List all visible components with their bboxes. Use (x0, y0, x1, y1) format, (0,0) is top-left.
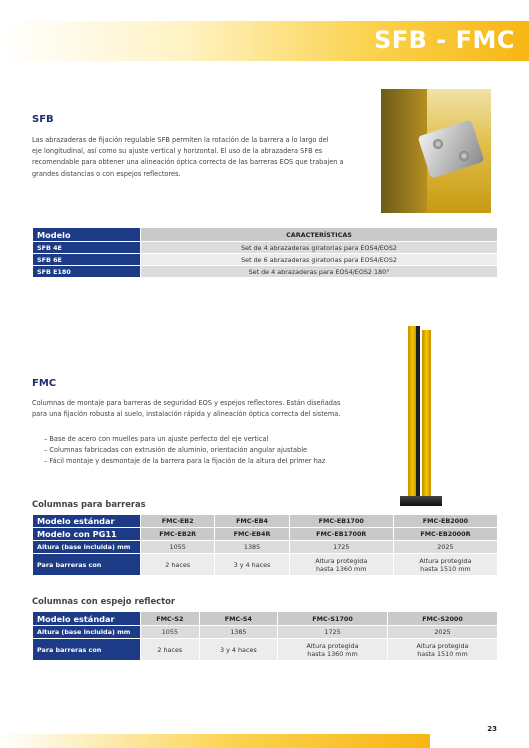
table-row (33, 541, 498, 554)
sfb-model-cell: SFB 4E (33, 242, 141, 254)
page-title: SFB - FMC (373, 26, 515, 54)
photo-bolt (459, 151, 469, 161)
para-cell (388, 639, 498, 661)
para-cell (289, 554, 393, 576)
altura-cell: 1725 (278, 626, 388, 639)
para-cell (199, 639, 277, 661)
page-number: 23 (487, 725, 497, 733)
photo-column-edge (416, 326, 420, 498)
fmc-feature-list (44, 434, 325, 468)
espejo-model: FMC-S2000 (388, 612, 498, 626)
para-line: Altura protegida (315, 556, 368, 565)
altura-cell: 1055 (141, 626, 200, 639)
sfb-table-col-model: Modelo (33, 228, 141, 242)
fmc-column-photo (400, 322, 442, 507)
altura-cell: 2025 (388, 626, 498, 639)
espejo-model: FMC-S2 (141, 612, 200, 626)
sfb-desc-cell: Set de 4 abrazaderas para EOS4/EOS2 180° (141, 266, 498, 278)
table-row (33, 639, 498, 661)
para-line: 3 y 4 haces (219, 645, 257, 654)
list-item: – Columnas fabricadas con extrusión de aluminio, orientación angular ajustable (44, 445, 325, 456)
table-row (33, 612, 498, 626)
footer-bar (0, 734, 430, 748)
para-line: Altura protegida (416, 641, 469, 650)
table-row (33, 626, 498, 639)
para-cell (393, 554, 497, 576)
barreras-model-std: FMC-EB4 (215, 515, 289, 528)
table-row (33, 554, 498, 576)
barreras-subtitle: Columnas para barreras (32, 499, 146, 509)
altura-cell: 1055 (141, 541, 215, 554)
fmc-description (32, 398, 392, 420)
barreras-model-pg: FMC-EB2R (141, 528, 215, 541)
barreras-h-pg: Modelo con PG11 (33, 528, 141, 541)
sfb-line: grandes distancias o con espejos reflectores. (32, 169, 181, 178)
list-item: – Base de acero con muelles para un ajuste perfecto del eje vertical (44, 434, 325, 445)
photo-column-base (400, 496, 442, 506)
photo-bracket-plate (418, 119, 485, 178)
barreras-para-label: Para barreras con (33, 554, 141, 576)
barreras-altura-label: Altura (base incluida) mm (33, 541, 141, 554)
barreras-h-std: Modelo estándar (33, 515, 141, 528)
sfb-model-cell: SFB 6E (33, 254, 141, 266)
para-line: 2 haces (157, 645, 183, 654)
altura-cell: 1725 (289, 541, 393, 554)
sfb-description (32, 135, 372, 180)
para-line: hasta 1510 mm (420, 564, 471, 573)
photo-column (422, 330, 431, 498)
fmc-line: Columnas de montaje para barreras de seguridad EOS y espejos reflectores. Están diseñadas (32, 399, 341, 407)
barreras-model-pg: FMC-EB2000R (393, 528, 497, 541)
sfb-desc-cell: Set de 6 abrazaderas giratorias para EOS4/EOS2 (141, 254, 498, 266)
para-cell (141, 554, 215, 576)
sfb-table-col-features: CARACTERÍSTICAS (141, 228, 498, 242)
fmc-heading: FMC (32, 378, 57, 389)
barreras-model-std: FMC-EB2 (141, 515, 215, 528)
espejo-para-label: Para barreras con (33, 639, 141, 661)
para-cell (278, 639, 388, 661)
altura-cell: 2025 (393, 541, 497, 554)
sfb-bracket-photo (381, 89, 491, 213)
sfb-heading: SFB (32, 114, 54, 125)
para-cell (141, 639, 200, 661)
espejo-h-std: Modelo estándar (33, 612, 141, 626)
altura-cell: 1385 (215, 541, 289, 554)
espejo-model: FMC-S4 (199, 612, 277, 626)
sfb-model-cell: SFB E180 (33, 266, 141, 278)
para-line: hasta 1510 mm (417, 649, 468, 658)
para-line: Altura protegida (306, 641, 359, 650)
sfb-line: Las abrazaderas de fijación regulable SFB permiten la rotación de la barrera a lo largo del (32, 136, 329, 144)
sfb-table (32, 227, 498, 278)
photo-barrier-profile (381, 89, 427, 213)
barreras-table (32, 514, 498, 576)
table-row (33, 242, 498, 254)
sfb-line: recomendable para obtener una alineación óptica correcta de las barreras EOS que trabajen a (32, 158, 344, 167)
espejo-subtitle: Columnas con espejo reflector (32, 596, 176, 606)
para-line: 2 haces (165, 560, 191, 569)
para-line: hasta 1360 mm (316, 564, 367, 573)
altura-cell: 1385 (199, 626, 277, 639)
barreras-model-pg: FMC-EB4R (215, 528, 289, 541)
table-row (33, 528, 498, 541)
espejo-altura-label: Altura (base incluida) mm (33, 626, 141, 639)
para-line: hasta 1360 mm (307, 649, 358, 658)
table-row (33, 254, 498, 266)
sfb-desc-cell: Set de 4 abrazaderas giratorias para EOS4/EOS2 (141, 242, 498, 254)
barreras-model-pg: FMC-EB1700R (289, 528, 393, 541)
para-line: Altura protegida (419, 556, 472, 565)
barreras-model-std: FMC-EB1700 (289, 515, 393, 528)
espejo-table (32, 611, 498, 661)
barreras-model-std: FMC-EB2000 (393, 515, 497, 528)
espejo-model: FMC-S1700 (278, 612, 388, 626)
table-row (33, 515, 498, 528)
sfb-line: eje longitudinal, así como su ajuste vertical y horizontal. El uso de la abrazadera SFB es (32, 147, 323, 156)
table-row (33, 266, 498, 278)
para-line: 3 y 4 haces (233, 560, 271, 569)
fmc-line: para una fijación robusta al suelo, instalación rápida y alineación óptica correcta del sistema. (32, 410, 341, 419)
photo-bolt (433, 139, 443, 149)
para-cell (215, 554, 289, 576)
list-item: – Fácil montaje y desmontaje de la barrera para la fijación de la altura del primer haz (44, 456, 325, 467)
